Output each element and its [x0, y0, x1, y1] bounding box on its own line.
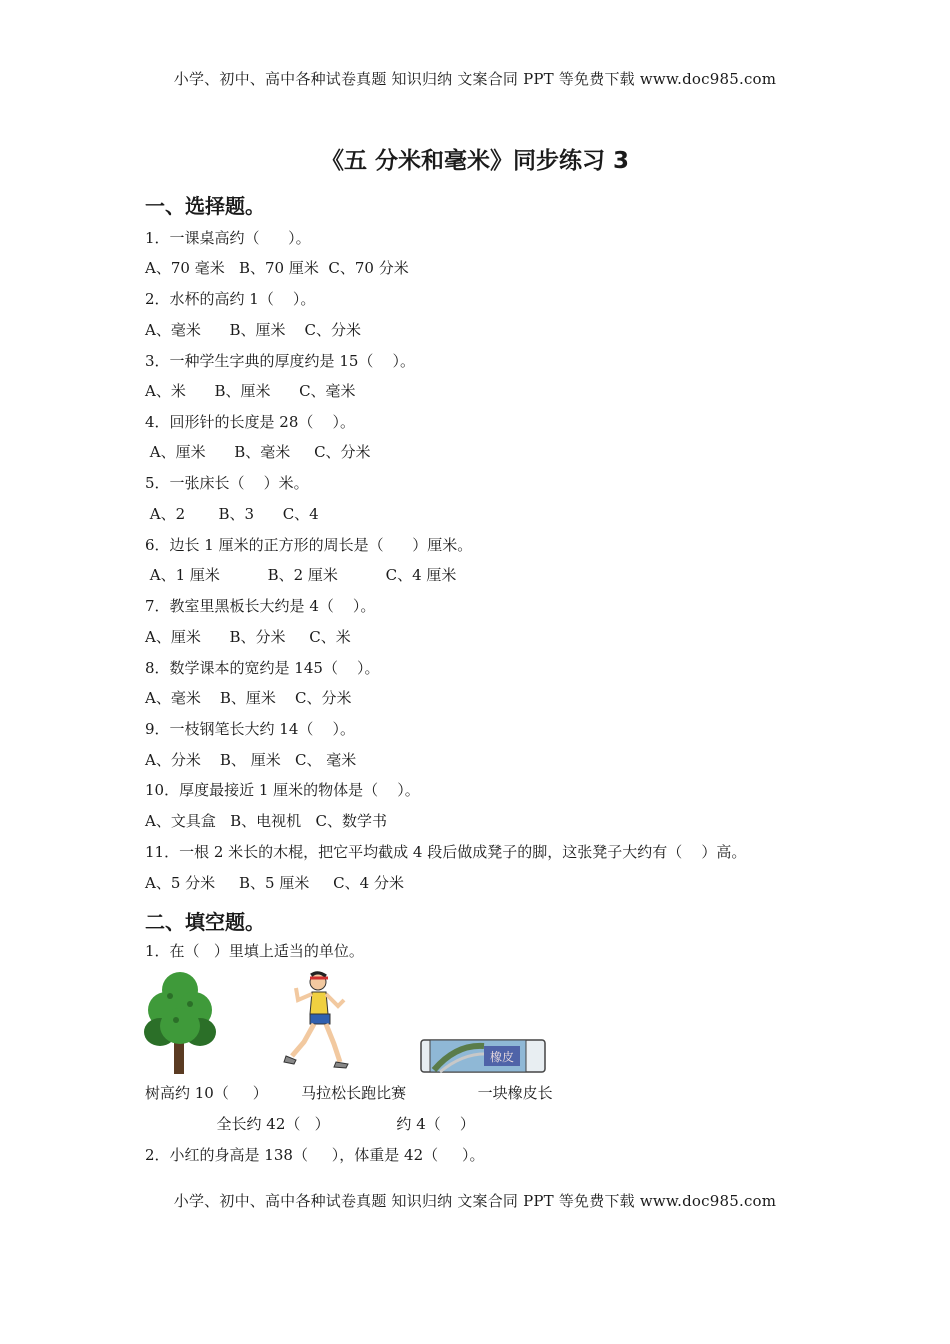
question-9-options: A、分米 B、 厘米 C、 毫米 [145, 751, 357, 769]
question-10: 10．厚度最接近 1 厘米的物体是（ ）。 [145, 781, 420, 799]
question-3: 3．一种学生字典的厚度约是 15（ ）。 [145, 352, 415, 370]
question-5-options: A、2 B、3 C、4 [145, 505, 319, 523]
question-7-options: A、厘米 B、分米 C、米 [145, 628, 351, 646]
tree-image [140, 970, 220, 1076]
section-heading-fill: 二、填空题。 [145, 910, 265, 934]
question-8: 8．数学课本的宽约是 145（ ）。 [145, 659, 380, 677]
picture-captions-line-2: 全长约 42（ ） 约 4（ ） [145, 1115, 475, 1133]
section-heading-choice: 一、选择题。 [145, 194, 265, 218]
question-3-options: A、米 B、厘米 C、毫米 [145, 382, 356, 400]
question-4: 4．回形针的长度是 28（ ）。 [145, 413, 355, 431]
fill-question-2: 2．小红的身高是 138（ ），体重是 42（ ）。 [145, 1146, 485, 1164]
question-2-options: A、毫米 B、厘米 C、分米 [145, 321, 362, 339]
eraser-image [420, 1036, 546, 1076]
question-7: 7．教室里黑板长大约是 4（ ）。 [145, 597, 376, 615]
question-11-options: A、5 分米 B、5 厘米 C、4 分米 [145, 874, 404, 892]
question-8-options: A、毫米 B、厘米 C、分米 [145, 689, 352, 707]
question-5: 5．一张床长（ ）米。 [145, 474, 309, 492]
picture-captions-line-1: 树高约 10（ ） 马拉松长跑比赛 一块橡皮长 [145, 1084, 553, 1102]
page-header: 小学、初中、高中各种试卷真题 知识归纳 文案合同 PPT 等免费下载 www.doc985.com [173, 70, 777, 88]
question-2: 2．水杯的高约 1（ ）。 [145, 290, 316, 308]
question-11: 11．一根 2 米长的木棍，把它平均截成 4 段后做成凳子的脚，这张凳子大约有（ ）高。 [145, 843, 747, 861]
page-title: 《五 分米和毫米》同步练习 3 [320, 148, 630, 174]
question-6: 6．边长 1 厘米的正方形的周长是（ ）厘米。 [145, 536, 473, 554]
page-footer: 小学、初中、高中各种试卷真题 知识归纳 文案合同 PPT 等免费下载 www.doc985.com [173, 1192, 777, 1210]
question-1: 1．一课桌高约（ ）。 [145, 229, 311, 247]
question-10-options: A、文具盒 B、电视机 C、数学书 [145, 812, 387, 830]
fill-question-1: 1．在（ ）里填上适当的单位。 [145, 942, 364, 960]
question-6-options: A、1 厘米 B、2 厘米 C、4 厘米 [145, 566, 457, 584]
runner-image [282, 970, 354, 1072]
question-4-options: A、厘米 B、毫米 C、分米 [145, 443, 371, 461]
question-9: 9．一枝钢笔长大约 14（ ）。 [145, 720, 355, 738]
eraser-label: 橡皮 [489, 1050, 515, 1064]
question-1-options: A、70 毫米 B、70 厘米 C、70 分米 [145, 259, 409, 277]
